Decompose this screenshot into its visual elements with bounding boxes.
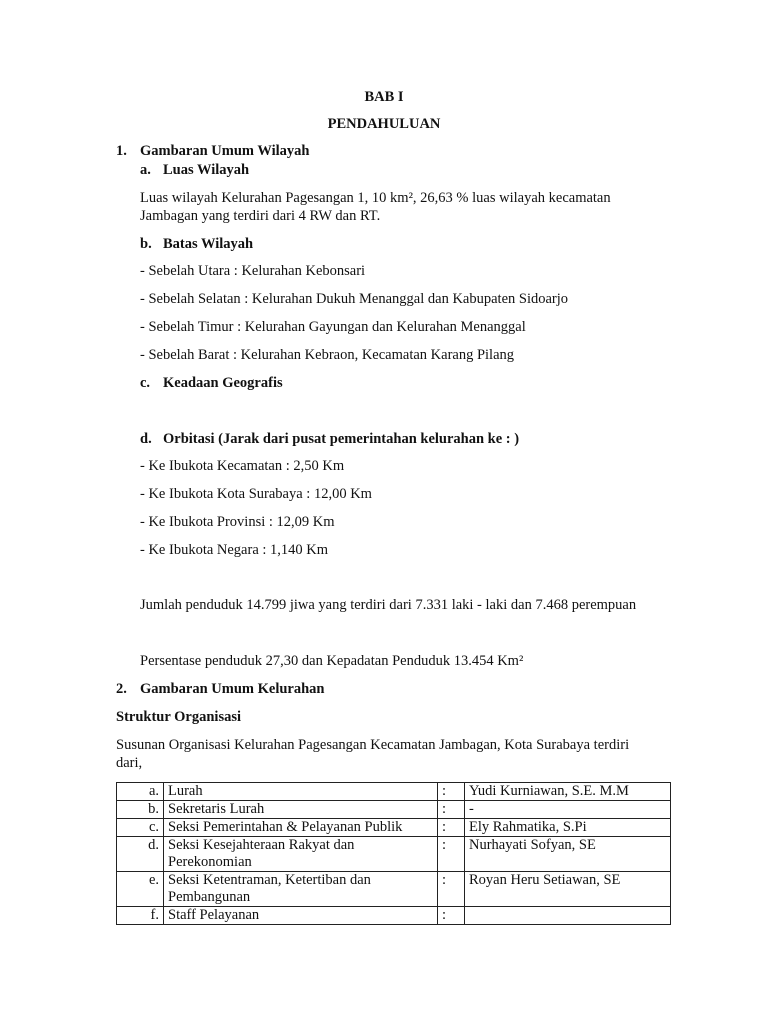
section-2-title: Gambaran Umum Kelurahan <box>140 681 325 697</box>
susunan-text-line-1: Susunan Organisasi Kelurahan Pagesangan Kecamatan Jambagan, Kota Surabaya terdiri <box>116 737 630 753</box>
chapter-title: PENDAHULUAN <box>327 116 441 132</box>
row-colon: : <box>438 837 465 872</box>
subsection-d-letter: d. <box>140 431 152 447</box>
subsection-a-title: Luas Wilayah <box>163 162 250 178</box>
table-row <box>117 907 671 925</box>
section-1-number: 1. <box>116 143 127 159</box>
row-colon: : <box>438 801 465 819</box>
row-position: Lurah <box>164 783 438 801</box>
section-1-title: Gambaran Umum Wilayah <box>140 143 310 159</box>
row-letter: e. <box>117 872 164 907</box>
row-letter: f. <box>117 907 164 925</box>
orbitasi-item: - Ke Ibukota Kota Surabaya : 12,00 Km <box>140 486 372 502</box>
struktur-title: Struktur Organisasi <box>116 709 242 725</box>
organization-table <box>116 782 671 925</box>
row-name: Ely Rahmatika, S.Pi <box>465 819 671 837</box>
row-colon: : <box>438 819 465 837</box>
subsection-c-letter: c. <box>140 375 151 391</box>
subsection-c-title: Keadaan Geografis <box>163 375 283 391</box>
orbitasi-item: - Ke Ibukota Provinsi : 12,09 Km <box>140 514 335 530</box>
batas-item: - Sebelah Barat : Kelurahan Kebraon, Kecamatan Karang Pilang <box>140 347 515 363</box>
row-colon: : <box>438 783 465 801</box>
row-name: Nurhayati Sofyan, SE <box>465 837 671 872</box>
subsection-d-title: Orbitasi (Jarak dari pusat pemerintahan kelurahan ke : ) <box>163 431 520 447</box>
table-row <box>117 801 671 819</box>
row-position: Seksi Pemerintahan & Pelayanan Publik <box>164 819 438 837</box>
orbitasi-item: - Ke Ibukota Negara : 1,140 Km <box>140 542 329 558</box>
batas-item: - Sebelah Utara : Kelurahan Kebonsari <box>140 263 366 279</box>
table-row <box>117 872 671 907</box>
row-name <box>465 907 671 925</box>
luas-text-line-1: Luas wilayah Kelurahan Pagesangan 1, 10 km², 26,63 % luas wilayah kecamatan <box>140 190 611 206</box>
subsection-b-letter: b. <box>140 236 152 252</box>
row-letter: a. <box>117 783 164 801</box>
table-row <box>117 819 671 837</box>
subsection-a-letter: a. <box>140 162 151 178</box>
susunan-text-line-2: dari, <box>116 755 143 771</box>
chapter-heading: BAB I <box>364 89 404 105</box>
table-row <box>117 837 671 872</box>
row-name: Royan Heru Setiawan, SE <box>465 872 671 907</box>
batas-item: - Sebelah Timur : Kelurahan Gayungan dan Kelurahan Menanggal <box>140 319 526 335</box>
batas-item: - Sebelah Selatan : Kelurahan Dukuh Menanggal dan Kabupaten Sidoarjo <box>140 291 569 307</box>
subsection-b-title: Batas Wilayah <box>163 236 254 252</box>
row-position: Seksi Kesejahteraan Rakyat dan Perekonomian <box>164 837 438 872</box>
row-position: Staff Pelayanan <box>164 907 438 925</box>
row-letter: d. <box>117 837 164 872</box>
row-colon: : <box>438 872 465 907</box>
row-letter: b. <box>117 801 164 819</box>
table-row <box>117 783 671 801</box>
penduduk-text: Jumlah penduduk 14.799 jiwa yang terdiri dari 7.331 laki - laki dan 7.468 perempuan <box>140 597 637 613</box>
row-position: Seksi Ketentraman, Ketertiban dan Pembangunan <box>164 872 438 907</box>
section-2-number: 2. <box>116 681 127 697</box>
row-name: - <box>465 801 671 819</box>
row-name: Yudi Kurniawan, S.E. M.M <box>465 783 671 801</box>
row-letter: c. <box>117 819 164 837</box>
row-position: Sekretaris Lurah <box>164 801 438 819</box>
orbitasi-item: - Ke Ibukota Kecamatan : 2,50 Km <box>140 458 345 474</box>
persentase-text: Persentase penduduk 27,30 dan Kepadatan Penduduk 13.454 Km² <box>140 653 524 669</box>
luas-text-line-2: Jambagan yang terdiri dari 4 RW dan RT. <box>140 208 381 224</box>
row-colon: : <box>438 907 465 925</box>
